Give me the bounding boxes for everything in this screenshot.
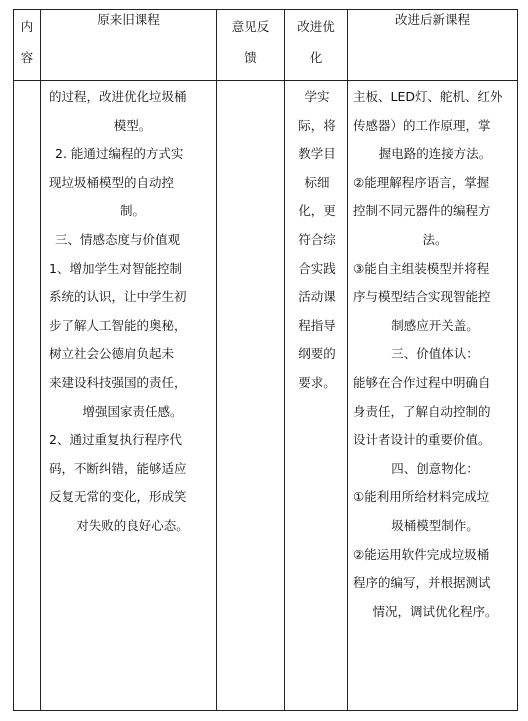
improve-line: 标细 <box>304 174 330 190</box>
new-line: ②能理解程序语言，掌握 <box>353 174 490 190</box>
old-line: 2. 能通过编程的方式实 <box>55 146 184 162</box>
old-line: 码，不断纠错，能够适应 <box>49 460 187 476</box>
old-line: 反复无常的变化，形成笑 <box>49 489 187 505</box>
improve-line: 符合综 <box>298 231 336 247</box>
improve-line: 教学目 <box>298 146 336 162</box>
new-line: 控制不同元器件的编程方 <box>353 203 491 219</box>
new-line: 能够在合作过程中明确自 <box>353 374 491 390</box>
header-old-course-cell <box>41 10 217 81</box>
new-course-cell <box>348 81 518 711</box>
new-line: ③能自主组装模型并将程 <box>353 260 490 276</box>
improve-line: 活动课 <box>298 289 336 305</box>
header-content-char-2: 容 <box>20 49 34 65</box>
old-line: 增强国家责任感。 <box>82 403 183 419</box>
improve-line: 际，将 <box>298 117 336 133</box>
new-line: 身责任，了解自动控制的 <box>353 403 491 419</box>
old-line: 现垃圾桶模型的自动控 <box>49 174 175 190</box>
old-line: 模型。 <box>113 117 152 133</box>
feedback-cell <box>217 81 285 711</box>
header-improve-line-2: 化 <box>309 49 323 65</box>
header-feedback-line-2: 馈 <box>244 49 257 65</box>
new-line: 握电路的连接方法。 <box>378 146 492 162</box>
new-line: ①能利用所给材料完成垃 <box>353 489 490 505</box>
old-line: 1、增加学生对智能控制 <box>49 260 182 276</box>
improve-line: 合实践 <box>298 260 336 276</box>
new-line: 四、创意物化： <box>391 460 479 476</box>
new-line: 三、价值体认： <box>391 346 479 362</box>
new-line: 传感器）的工作原理，掌 <box>353 117 491 133</box>
improve-line: 要求。 <box>298 374 336 390</box>
content-row <box>14 81 518 711</box>
new-line: 情况，调试优化程序。 <box>372 603 498 619</box>
header-content-cell <box>14 10 41 81</box>
header-improve-cell <box>285 10 348 81</box>
improve-line: 学实 <box>304 89 330 104</box>
header-row <box>14 10 518 81</box>
improve-cell <box>285 81 348 711</box>
old-line: 制。 <box>119 203 145 219</box>
new-line: 主板、LED灯、舵机、红外 <box>353 89 503 104</box>
content-label-cell <box>14 81 41 711</box>
new-line: 圾桶模型制作。 <box>391 517 479 533</box>
course-comparison-table <box>13 9 518 711</box>
header-improve-line-1: 改进优 <box>297 18 335 34</box>
old-line: 三、情感态度与价值观 <box>55 231 181 247</box>
old-line: 的过程，改进优化垃圾桶 <box>49 89 187 104</box>
new-line: 序与模型结合实现智能控 <box>353 289 491 305</box>
new-line: 制感应开关盖。 <box>391 317 479 333</box>
old-line: 来建设科技强国的责任， <box>49 374 187 390</box>
old-line: 步了解人工智能的奥秘， <box>49 317 187 333</box>
new-line: 法。 <box>422 231 448 247</box>
header-new-course-cell <box>348 10 518 81</box>
new-line: 程序的编写，并根据测试 <box>353 575 491 591</box>
old-line: 系统的认识，让中学生初 <box>49 289 187 305</box>
header-old-course: 原来旧课程 <box>97 12 160 27</box>
old-line: 对失败的良好心态。 <box>76 517 189 533</box>
header-new-course: 改进后新课程 <box>394 12 470 27</box>
old-line: 2、通过重复执行程序代 <box>49 432 182 448</box>
header-feedback-line-1: 意见反 <box>231 18 270 34</box>
improve-line: 纲要的 <box>298 346 336 362</box>
improve-line: 化，更 <box>298 203 336 219</box>
old-line: 树立社会公德肩负起未 <box>49 346 175 362</box>
new-line: 设计者设计的重要价值。 <box>353 432 491 448</box>
improve-line: 程指导 <box>298 317 336 333</box>
header-content-char-1: 内 <box>20 18 34 34</box>
new-line: ②能运用软件完成垃圾桶 <box>353 546 490 562</box>
header-feedback-cell <box>217 10 285 81</box>
old-course-cell <box>41 81 217 711</box>
